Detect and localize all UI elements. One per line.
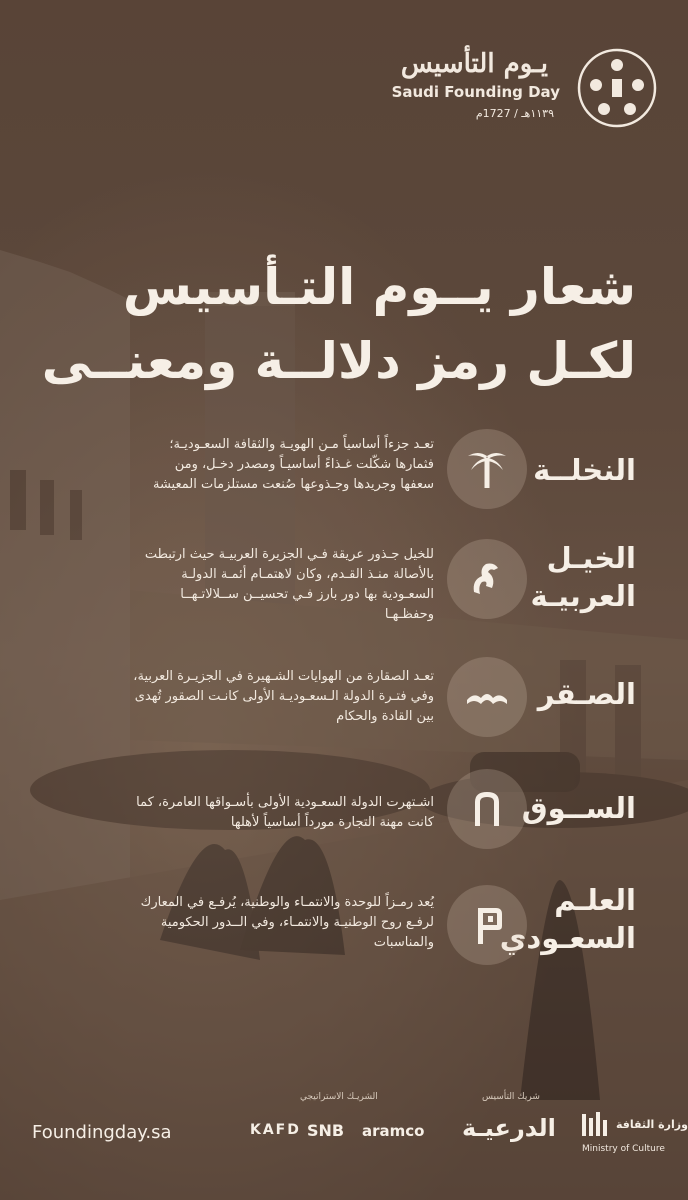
description-line: بين القادة والحكام [336, 709, 434, 724]
description-line: كانت مهنة التجارة مورداً أساسياً لأهلها [230, 815, 434, 830]
description-line: لرفـع روح الوطنيـة والانتمـاء، وفي الــدور الحكومية [160, 915, 434, 930]
symbol-icon-circle [447, 885, 527, 965]
website-link[interactable]: Foundingday.sa [32, 1122, 172, 1143]
logo-english: Saudi Founding Day [391, 83, 560, 101]
symbol-description [34, 435, 434, 495]
symbol-row-palm [0, 425, 688, 535]
founding-partner-label: شريك التأسيس [482, 1092, 540, 1102]
symbol-title: النخلــة [533, 453, 636, 487]
description-line: للخيل جـذور عريقة فـي الجزيرة العربيـة حيث ارتبطت [144, 547, 434, 562]
description-line: وحفظـهـا [384, 607, 434, 622]
symbol-icon-circle [447, 429, 527, 509]
palm-tree-icon [464, 446, 510, 492]
headline-line-2: لكـل رمز دلالــة ومعنــى [41, 332, 636, 390]
symbol-icon-circle [447, 539, 527, 619]
symbol-row-horse [0, 537, 688, 647]
market-icon [464, 786, 510, 832]
diriyah-logo: الدرعيـة [462, 1114, 556, 1142]
symbol-title: العلـم السعـودي [499, 883, 636, 955]
ministry-english: Ministry of Culture [582, 1144, 665, 1154]
symbol-title: الصـقر [537, 677, 636, 711]
saudi-flag-icon [464, 902, 510, 948]
strategic-partner-label: الشريـك الاستراتيجي [300, 1092, 378, 1102]
logo-arabic: يـوم التأسيس [400, 49, 548, 79]
description-line: فثمارها شكّلت غـذاءً أساسيـاً ومصدر دخـل، ومن [174, 457, 434, 472]
description-line: تعـد جزءاً أساسياً مـن الهويـة والثقافة السعـوديـة؛ [169, 437, 434, 452]
symbol-row-falcon [0, 653, 688, 763]
symbol-icon-circle [447, 769, 527, 849]
description-line: يُعد رمـزاً للوحدة والانتمـاء والوطنية، يُرفـع في المعارك [140, 895, 434, 910]
symbol-description [34, 545, 434, 625]
symbol-row-market [0, 765, 688, 875]
arabian-horse-icon [464, 556, 510, 602]
snb-logo: SNB [307, 1121, 345, 1140]
description-line: وفي فتـرة الدولة الـسعـوديـة الأولى كانـت الصقور تُهدى [134, 689, 434, 704]
description-line: والمناسبات [373, 935, 434, 950]
description-line: السعـودية بها دور بارز فـي تحسيــن ســلالاتـهــا [180, 587, 434, 602]
aramco-logo: aramco [362, 1122, 425, 1140]
ministry-arabic: وزارة الثقافة [616, 1118, 688, 1131]
ministry-emblem-icon [580, 1110, 610, 1140]
falcon-icon [464, 674, 510, 720]
footer [0, 1080, 688, 1160]
description-line: اشـتهرت الدولة السعـودية الأولى بأسـواقها العامرة، كما [136, 795, 434, 810]
symbol-title: الخيـل العربيـة [530, 541, 636, 613]
founding-day-logo [391, 45, 660, 125]
symbol-description [34, 893, 434, 953]
headline-line-1: شعار يــوم التـأسيس [122, 258, 636, 316]
symbol-row-flag [0, 877, 688, 987]
kafd-logo: KAFD [250, 1122, 301, 1138]
description-line: سعفها وجريدها وجـذوعها صُنعت مستلزمات المعيشة [152, 477, 434, 492]
symbol-icon-circle [447, 657, 527, 737]
description-line: تعـد الصقارة من الهوايات الشـهيرة في الجزيـرة العربية، [133, 669, 434, 684]
headline [42, 250, 636, 398]
symbol-description [34, 667, 434, 727]
symbol-title: الســوق [521, 791, 636, 825]
founding-day-emblem-icon [574, 45, 660, 131]
description-line: بالأصالة منـذ القـدم، وكان لاهتمـام أئمـة الدولـة [181, 567, 434, 582]
symbol-description [34, 793, 434, 833]
logo-dates: ١١٣٩هـ / 1727م [475, 107, 554, 120]
